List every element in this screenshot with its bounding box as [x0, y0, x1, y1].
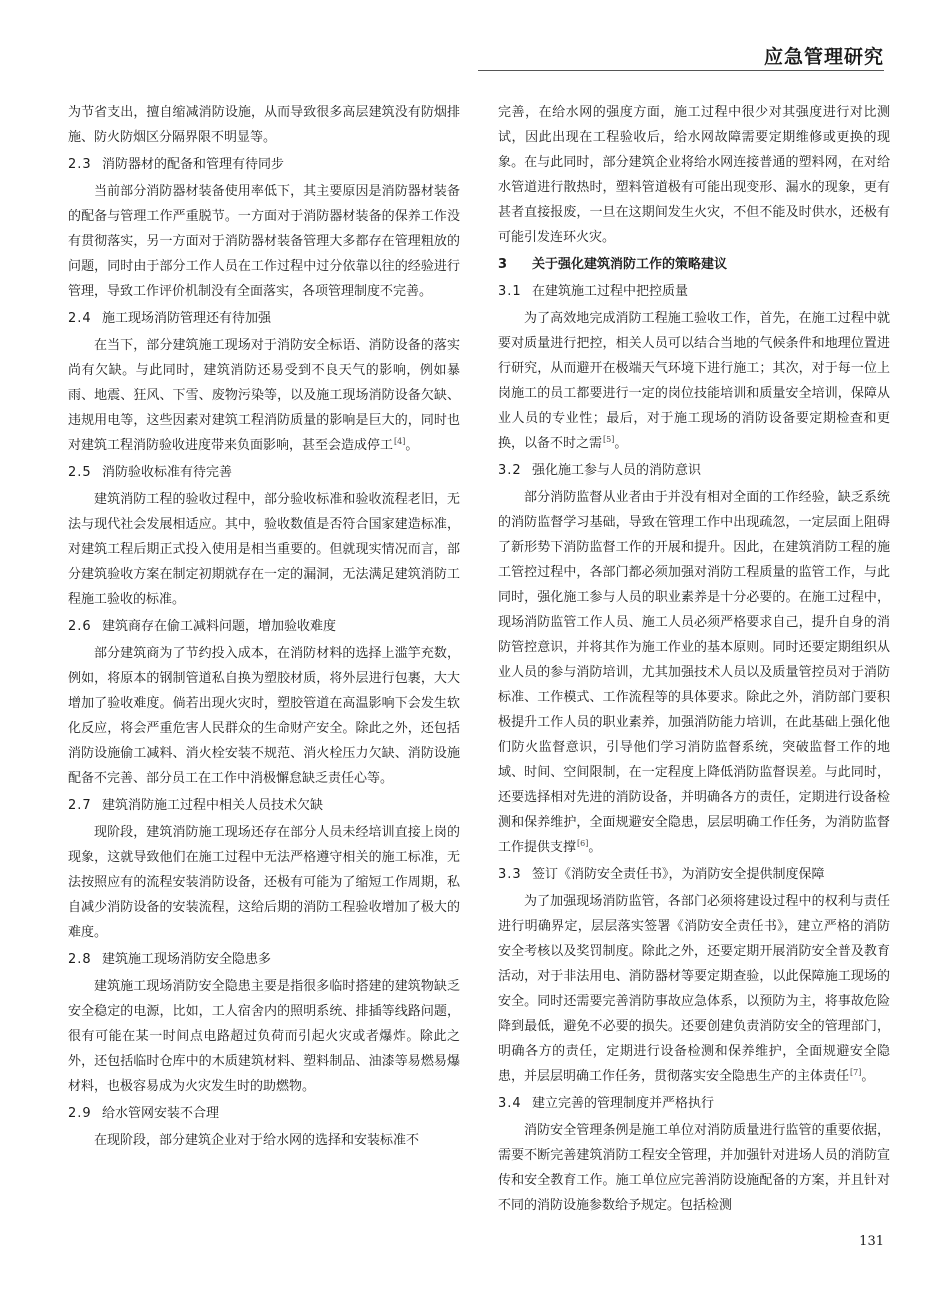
section-heading-2-9: [68, 1102, 460, 1126]
section-title: 消防器材的配备和管理有待同步: [102, 157, 285, 172]
section-number: 3.3: [498, 867, 522, 882]
section-number: 2.4: [68, 311, 92, 326]
section-number: 3.4: [498, 1096, 522, 1111]
paragraph: [498, 889, 890, 1089]
section-heading-2-7: [68, 794, 460, 818]
section-title: 消防验收标准有待完善: [102, 465, 233, 480]
section-heading-2-3: [68, 153, 460, 177]
paragraph: 部分建筑商为了节约投入成本，在消防材料的选择上滥竽充数，例如，将原本的钢制管道私自换为塑胶材质，将外层进行包裹，大大增加了验收难度。倘若出现火灾时，塑胶管道在高温影响下会发生软化反应，将会严重危害人民群众的生命财产安全。除此之外，还包括消防设施偷工减料、消火栓安装不规范、消火栓压力欠缺、消防设施配备不完善、部分员工在工作中消极懈怠缺乏责任心等。: [68, 646, 460, 786]
section-heading-3-2: [498, 459, 890, 483]
section-number: 2.9: [68, 1106, 92, 1121]
paragraph-text: 在当下，部分建筑施工现场对于消防安全标语、消防设备的落实尚有欠缺。与此同时，建筑消防还易受到不良天气的影响，例如暴雨、地震、狂风、下雪、废物污染等，以及施工现场消防设备欠缺、违规用电等，这些因素对建筑工程消防质量的影响是巨大的，同时也对建筑工程消防验收进度带来负面影响，甚至会造成停工: [68, 338, 460, 453]
section-heading-3: [498, 253, 890, 277]
section-title: 在建筑施工过程中把控质量: [532, 284, 689, 299]
paragraph-end: 。: [614, 436, 628, 451]
paragraph-end: 。: [405, 438, 419, 453]
paragraph: [498, 485, 890, 860]
section-heading-3-3: [498, 863, 890, 887]
section-heading-2-8: [68, 948, 460, 972]
paragraph: 建筑消防工程的验收过程中，部分验收标准和验收流程老旧，无法与现代社会发展相适应。其中，验收数值是否符合国家建造标准，对建筑工程后期正式投入使用是相当重要的。但就现实情况而言，部分建筑验收方案在制定初期就存在一定的漏洞，无法满足建筑消防工程施工验收的标准。: [68, 492, 460, 607]
paragraph: 在现阶段，部分建筑企业对于给水网的选择和安装标准不: [94, 1133, 420, 1148]
section-number: 2.7: [68, 798, 92, 813]
section-number: 2.6: [68, 619, 92, 634]
paragraph-text: 为了高效地完成消防工程施工验收工作，首先，在施工过程中就要对质量进行把控，相关人员可以结合当地的气候条件和地理位置进行研究，从而避开在极端天气环境下进行施工；其次，对于每一位上岗施工的员工都要进行一定的岗位技能培训和质量安全培训，保障从业人员的专业性；最后，对于施工现场的消防设备要定期检查和更换，以备不时之需: [498, 311, 890, 451]
paragraph: 当前部分消防器材装备使用率低下，其主要原因是消防器材装备的配备与管理工作严重脱节。一方面对于消防器材装备的保养工作没有贯彻落实，另一方面对于消防器材装备管理大多都存在管理粗放的问题，同时由于部分工作人员在工作过程中过分依靠以往的经验进行管理，导致工作评价机制没有全面落实，各项管理制度不完善。: [68, 184, 460, 299]
section-title: 施工现场消防管理还有待加强: [102, 311, 272, 326]
paragraph: 建筑施工现场消防安全隐患主要是指很多临时搭建的建筑物缺乏安全稳定的电源，比如，工人宿舍内的照明系统、排插等线路问题，很有可能在某一时间点电路超过负荷而引起火灾或者爆炸。除此之外，还包括临时仓库中的木质建筑材料、塑料制品、油漆等易燃易爆材料，也极容易成为火灾发生时的助燃物。: [68, 979, 460, 1094]
section-heading-2-4: [68, 307, 460, 331]
citation-ref: [6]: [577, 838, 589, 848]
section-title: 建筑商存在偷工减料问题，增加验收难度: [102, 619, 337, 634]
citation-ref: [4]: [394, 436, 406, 446]
paragraph: [498, 306, 890, 456]
citation-ref: [7]: [850, 1067, 862, 1077]
section-number: 3: [498, 257, 509, 272]
section-title: 建立完善的管理制度并严格执行: [532, 1096, 715, 1111]
section-number: 2.8: [68, 952, 92, 967]
section-number: 2.3: [68, 157, 92, 172]
section-number: 3.2: [498, 463, 522, 478]
paragraph-text: 为了加强现场消防监管，各部门必须将建设过程中的权利与责任进行明确界定，层层落实签署《消防安全责任书》，建立严格的消防安全考核以及奖罚制度。除此之外，还要定期开展消防安全普及教育活动，对于非法用电、消防器材等要定期查验，以此保障施工现场的安全。同时还需要完善消防事故应急体系，以预防为主，将事故危险降到最低，避免不必要的损失。还要创建负责消防安全的管理部门，明确各方的责任，定期进行设备检测和保养维护，全面规避安全隐患，并层层明确工作任务，贯彻落实安全隐患生产的主体责任: [498, 894, 890, 1084]
section-title: 签订《消防安全责任书》，为消防安全提供制度保障: [532, 867, 825, 882]
paragraph: 现阶段，建筑消防施工现场还存在部分人员未经培训直接上岗的现象，这就导致他们在施工过程中无法严格遵守相关的施工标准，无法按照应有的流程安装消防设备，还极有可能为了缩短工作周期，私自减少消防设备的安装流程，这给后期的消防工程验收增加了极大的难度。: [68, 825, 460, 940]
paragraph-end: 。: [861, 1069, 875, 1084]
section-title: 建筑施工现场消防安全隐患多: [102, 952, 272, 967]
section-number: 3.1: [498, 284, 522, 299]
paragraph: 消防安全管理条例是施工单位对消防质量进行监管的重要依据，需要不断完善建筑消防工程安全管理，并加强针对进场人员的消防宣传和安全教育工作。施工单位应完善消防设施配备的方案，并且针对不同的消防设施参数给予规定。包括检测: [498, 1123, 890, 1213]
section-heading-3-4: [498, 1092, 890, 1116]
citation-ref: [5]: [603, 434, 615, 444]
right-column: [498, 100, 890, 1218]
header-rule: [478, 70, 884, 71]
journal-title: 应急管理研究: [763, 46, 884, 68]
section-heading-3-1: [498, 280, 890, 304]
paragraph-text: 部分消防监督从业者由于并没有相对全面的工作经验，缺乏系统的消防监督学习基础，导致在管理工作中出现疏忽，一定层面上阻碍了新形势下消防监督工作的开展和提升。因此，在建筑消防工程的施工管控过程中，各部门都必须加强对消防工程质量的监管工作，与此同时，强化施工参与人员的职业素养是十分必要的。在施工过程中，现场消防监管工作人员、施工人员必须严格要求自己，提升自身的消防管控意识，并将其作为施工作业的基本原则。同时还要定期组织从业人员的参与消防培训，尤其加强技术人员以及质量管控员对于消防标准、工作模式、工作流程等的具体要求。除此之外，消防部门要积极提升工作人员的职业素养，加强消防能力培训，在此基础上强化他们防火监督意识，引导他们学习消防监督系统，突破监督工作的地域、时间、空间限制，在一定程度上降低消防监督误差。与此同时，还要选择相对先进的消防设备，并明确各方的责任，定期进行设备检测和保养维护，全面规避安全隐患，层层明确工作任务，为消防监督工作提供支撑: [498, 490, 890, 855]
paragraph: 为节省支出，擅自缩减消防设施，从而导致很多高层建筑没有防烟排施、防火防烟区分隔界限不明显等。: [68, 105, 460, 145]
section-heading-2-6: [68, 615, 460, 639]
section-title: 建筑消防施工过程中相关人员技术欠缺: [102, 798, 324, 813]
left-column: [68, 100, 460, 1153]
paragraph: 完善，在给水网的强度方面，施工过程中很少对其强度进行对比测试，因此出现在工程验收后，给水网故障需要定期维修或更换的现象。在与此同时，部分建筑企业将给水网连接普通的塑料网，在对给水管道进行散热时，塑料管道极有可能出现变形、漏水的现象，更有甚者直接报废，一旦在这期间发生火灾，不但不能及时供水，还极有可能引发连环火灾。: [498, 105, 890, 245]
section-title: 关于强化建筑消防工作的策略建议: [532, 257, 728, 272]
section-number: 2.5: [68, 465, 92, 480]
section-heading-2-5: [68, 461, 460, 485]
page-number: 131: [859, 1234, 884, 1249]
paragraph-end: 。: [588, 840, 602, 855]
section-title: 给水管网安装不合理: [102, 1106, 220, 1121]
paragraph: [68, 333, 460, 458]
section-title: 强化施工参与人员的消防意识: [532, 463, 702, 478]
